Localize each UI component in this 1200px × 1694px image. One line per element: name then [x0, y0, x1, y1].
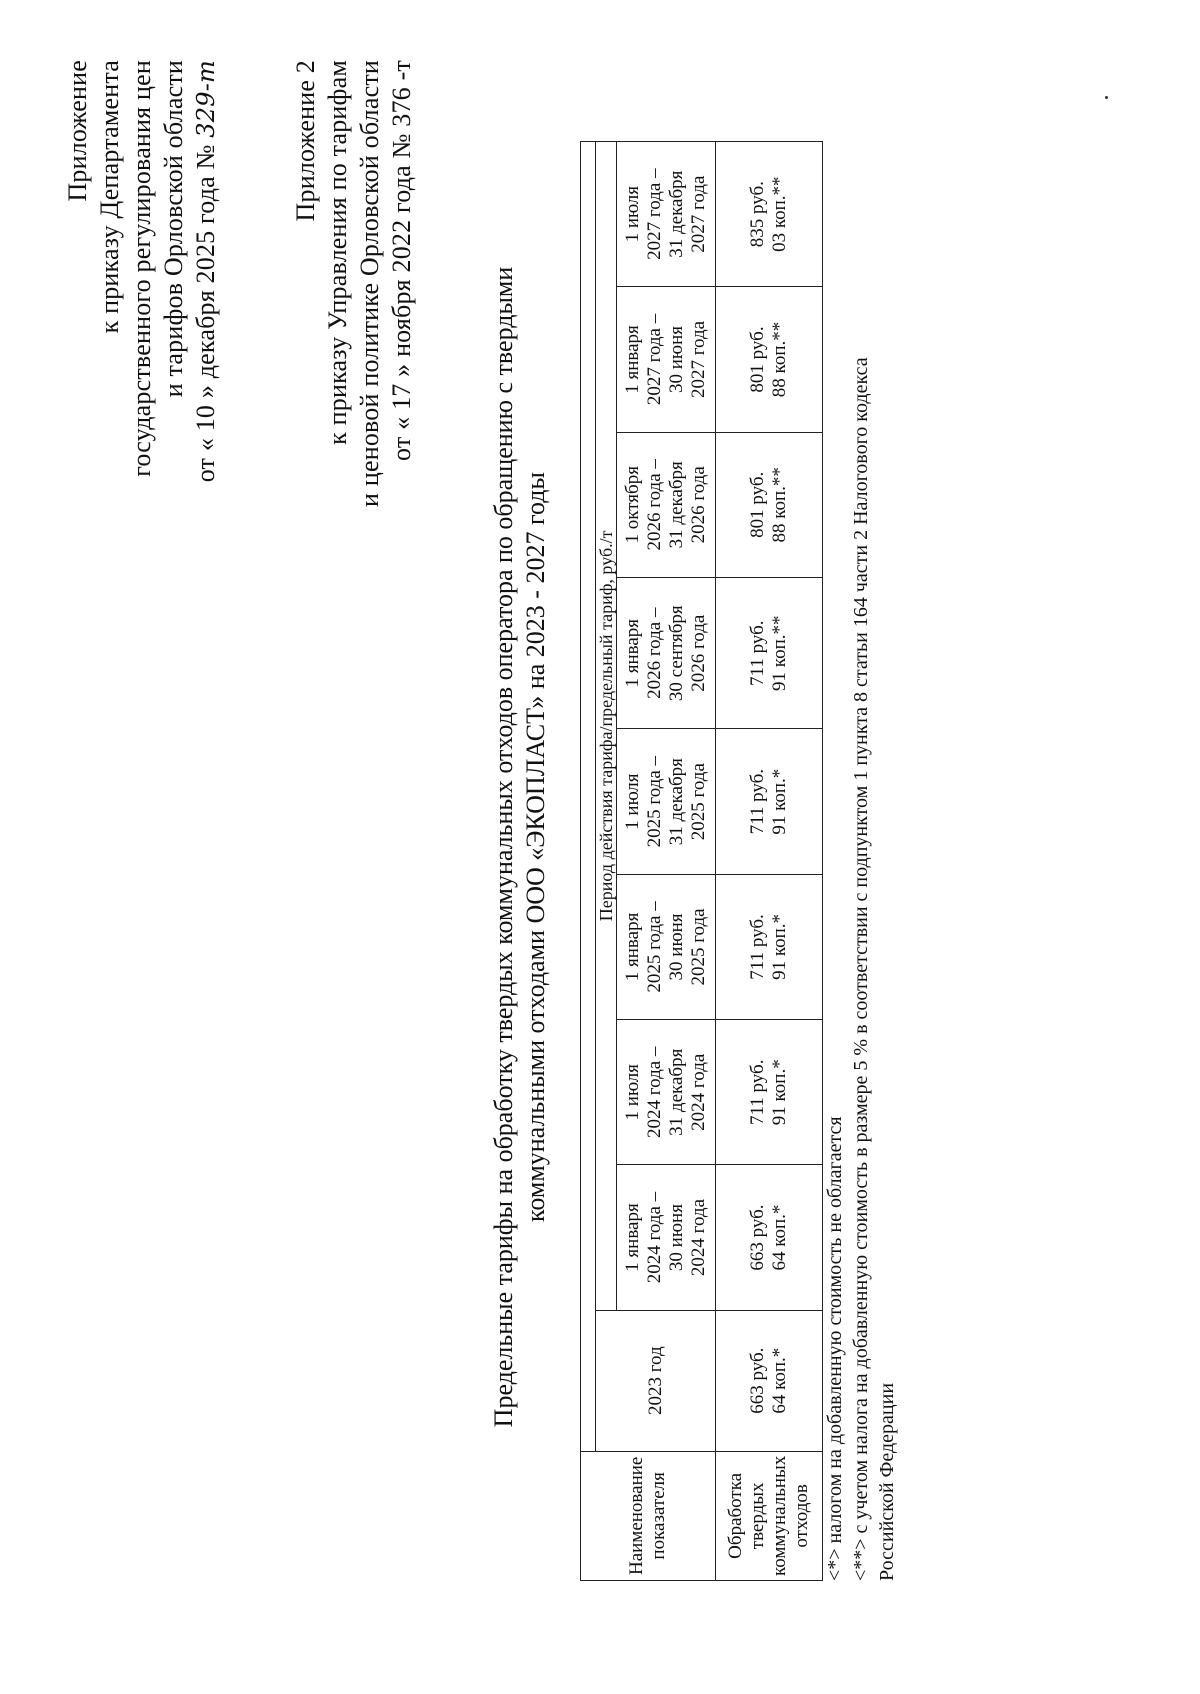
period-cell	[617, 577, 716, 729]
appendix-header-line: и ценовой политике Орловской области	[355, 60, 384, 507]
period-text: 2024 года	[688, 1198, 709, 1277]
period-text: 2027 года –	[644, 168, 665, 260]
period-text: 1 июля	[622, 185, 643, 243]
period-cell	[617, 1020, 716, 1165]
period-text: 31 декабря	[666, 758, 687, 846]
tariff-value-text: 64 коп.*	[769, 1347, 790, 1414]
tariff-value-text: 835 руб.	[747, 181, 768, 248]
period-text: 1 января	[622, 1203, 643, 1272]
tariff-value-text: 711 руб.	[747, 768, 768, 835]
appendix-header-current	[62, 60, 222, 482]
row-label-text: твердых	[747, 1482, 768, 1550]
tariff-value-text: 03 коп.**	[769, 176, 790, 252]
tariff-value-text: 663 руб.	[747, 1204, 768, 1271]
period-text: 1 января	[622, 618, 643, 688]
period-cell	[617, 432, 716, 577]
tariff-value-cell	[716, 577, 823, 729]
period-text: 1 июля	[622, 773, 643, 830]
period-header-cell: Период действия тарифа/предельный тариф, руб./т	[596, 142, 617, 1311]
period-cell	[617, 1165, 716, 1310]
appendix-header-line: Приложение	[63, 60, 92, 202]
tariff-value-text: 91 коп.*	[769, 768, 790, 835]
appendix-header-line: к приказу Департамента	[95, 60, 124, 334]
appendix-header-line: государственного регулирования цен	[127, 60, 156, 477]
period-text: 2026 года –	[644, 459, 665, 551]
period-text: 2025 года	[688, 763, 709, 841]
period-text: 2027 года	[688, 320, 709, 399]
appendix-header-date-line	[190, 60, 222, 482]
period-text: 2025 года	[688, 908, 709, 986]
tariff-value-cell	[716, 874, 823, 1019]
period-text: 2024 года	[688, 1053, 709, 1131]
tariff-table	[580, 141, 823, 1581]
period-text: 31 декабря	[666, 1048, 687, 1136]
period-text: 2023 год	[644, 1346, 666, 1416]
tariff-value-cell	[716, 432, 823, 577]
tariff-value-text: 91 коп.*	[769, 1059, 790, 1126]
appendix-header-line: Приложение 2	[291, 60, 320, 222]
period-text: 30 сентября	[666, 605, 687, 702]
period-text: 1 января	[622, 912, 643, 982]
tariff-value-text: 801 руб.	[747, 471, 768, 538]
indicator-header-cell: Наименование показателя	[581, 1451, 716, 1580]
period-text: 30 июня	[666, 913, 687, 981]
period-text: 30 июня	[666, 1204, 687, 1272]
period-text: 2026 года	[688, 466, 709, 544]
period-cell-2023	[596, 1310, 716, 1451]
tariff-value-cell	[716, 1310, 823, 1451]
footnote-vat-included-continued: Российской Федерации	[876, 1382, 898, 1581]
row-label-cell	[716, 1451, 823, 1580]
row-label-text: коммунальных	[769, 1455, 790, 1576]
tariff-value-text: 91 коп.**	[769, 615, 790, 691]
period-text: 1 января	[622, 325, 643, 394]
period-text: 2025 года –	[644, 755, 665, 848]
period-text: 30 июня	[666, 325, 687, 393]
period-text: 1 октября	[622, 466, 643, 544]
scan-speck	[1105, 96, 1108, 99]
period-text: 2024 года –	[644, 1191, 665, 1284]
row-label-text: отходов	[791, 1484, 812, 1548]
tariff-value-text: 64 коп.*	[769, 1204, 790, 1271]
period-cell	[617, 142, 716, 287]
appendix-header-date: от « 10 » декабря 2025 года №	[191, 144, 220, 483]
period-text: 2027 года	[688, 175, 709, 253]
tariff-value-cell	[716, 1165, 823, 1310]
period-text: 2024 года –	[644, 1046, 665, 1138]
tariff-value-cell	[716, 729, 823, 874]
table-header-spacer	[581, 142, 596, 1452]
tariff-value-cell	[716, 1020, 823, 1165]
period-cell	[617, 729, 716, 874]
period-text: 31 декабря	[666, 170, 687, 258]
period-text: 2027 года –	[644, 313, 665, 406]
row-label-text: Обработка	[725, 1472, 746, 1559]
period-text: 1 июля	[622, 1064, 643, 1121]
period-text: 2025 года –	[644, 901, 665, 993]
footnotes	[822, 357, 900, 1581]
tariff-value-cell	[716, 287, 823, 432]
period-text: 2026 года	[688, 614, 709, 692]
period-cell	[617, 874, 716, 1019]
tariff-value-cell	[716, 142, 823, 287]
tariff-value-text: 711 руб.	[747, 914, 768, 980]
footnote-vat-exempt: <*> налогом на добавленную стоимость не облагается	[824, 1116, 846, 1581]
document-title	[488, 0, 552, 1694]
appendix-header-line: к приказу Управления по тарифам	[323, 60, 352, 445]
document-title-line: Предельные тарифы на обработку твердых коммунальных отходов оператора по обращению с твердыми	[489, 266, 518, 1428]
document-title-line: коммунальными отходами ООО «ЭКОПЛАСТ» на 2023 - 2027 годы	[521, 472, 550, 1222]
tariff-value-text: 711 руб.	[747, 1059, 768, 1125]
period-text: 31 декабря	[666, 461, 687, 549]
footnote-vat-included: <**> с учетом налога на добавленную стоимость в размере 5 % в соответствии с подпунктом 1 пункта 8 статьи 164 части 2 Налогового кодекса	[850, 357, 872, 1581]
tariff-value-text: 801 руб.	[747, 326, 768, 393]
tariff-value-text: 711 руб.	[747, 620, 768, 686]
tariff-value-text: 88 коп.**	[769, 467, 790, 543]
table-row	[716, 142, 823, 1581]
tariff-value-text: 663 руб.	[747, 1347, 768, 1414]
period-text: 2026 года –	[644, 607, 665, 699]
appendix-header-line: и тарифов Орловской области	[159, 60, 188, 398]
tariff-value-text: 88 коп.**	[769, 321, 790, 398]
appendix-header-original	[290, 60, 418, 507]
appendix-header-line: от « 17 » ноября 2022 года № 376 -т	[387, 60, 416, 461]
handwritten-order-number: 329-т	[192, 60, 220, 138]
period-cell	[617, 287, 716, 432]
tariff-value-text: 91 коп.*	[769, 913, 790, 980]
